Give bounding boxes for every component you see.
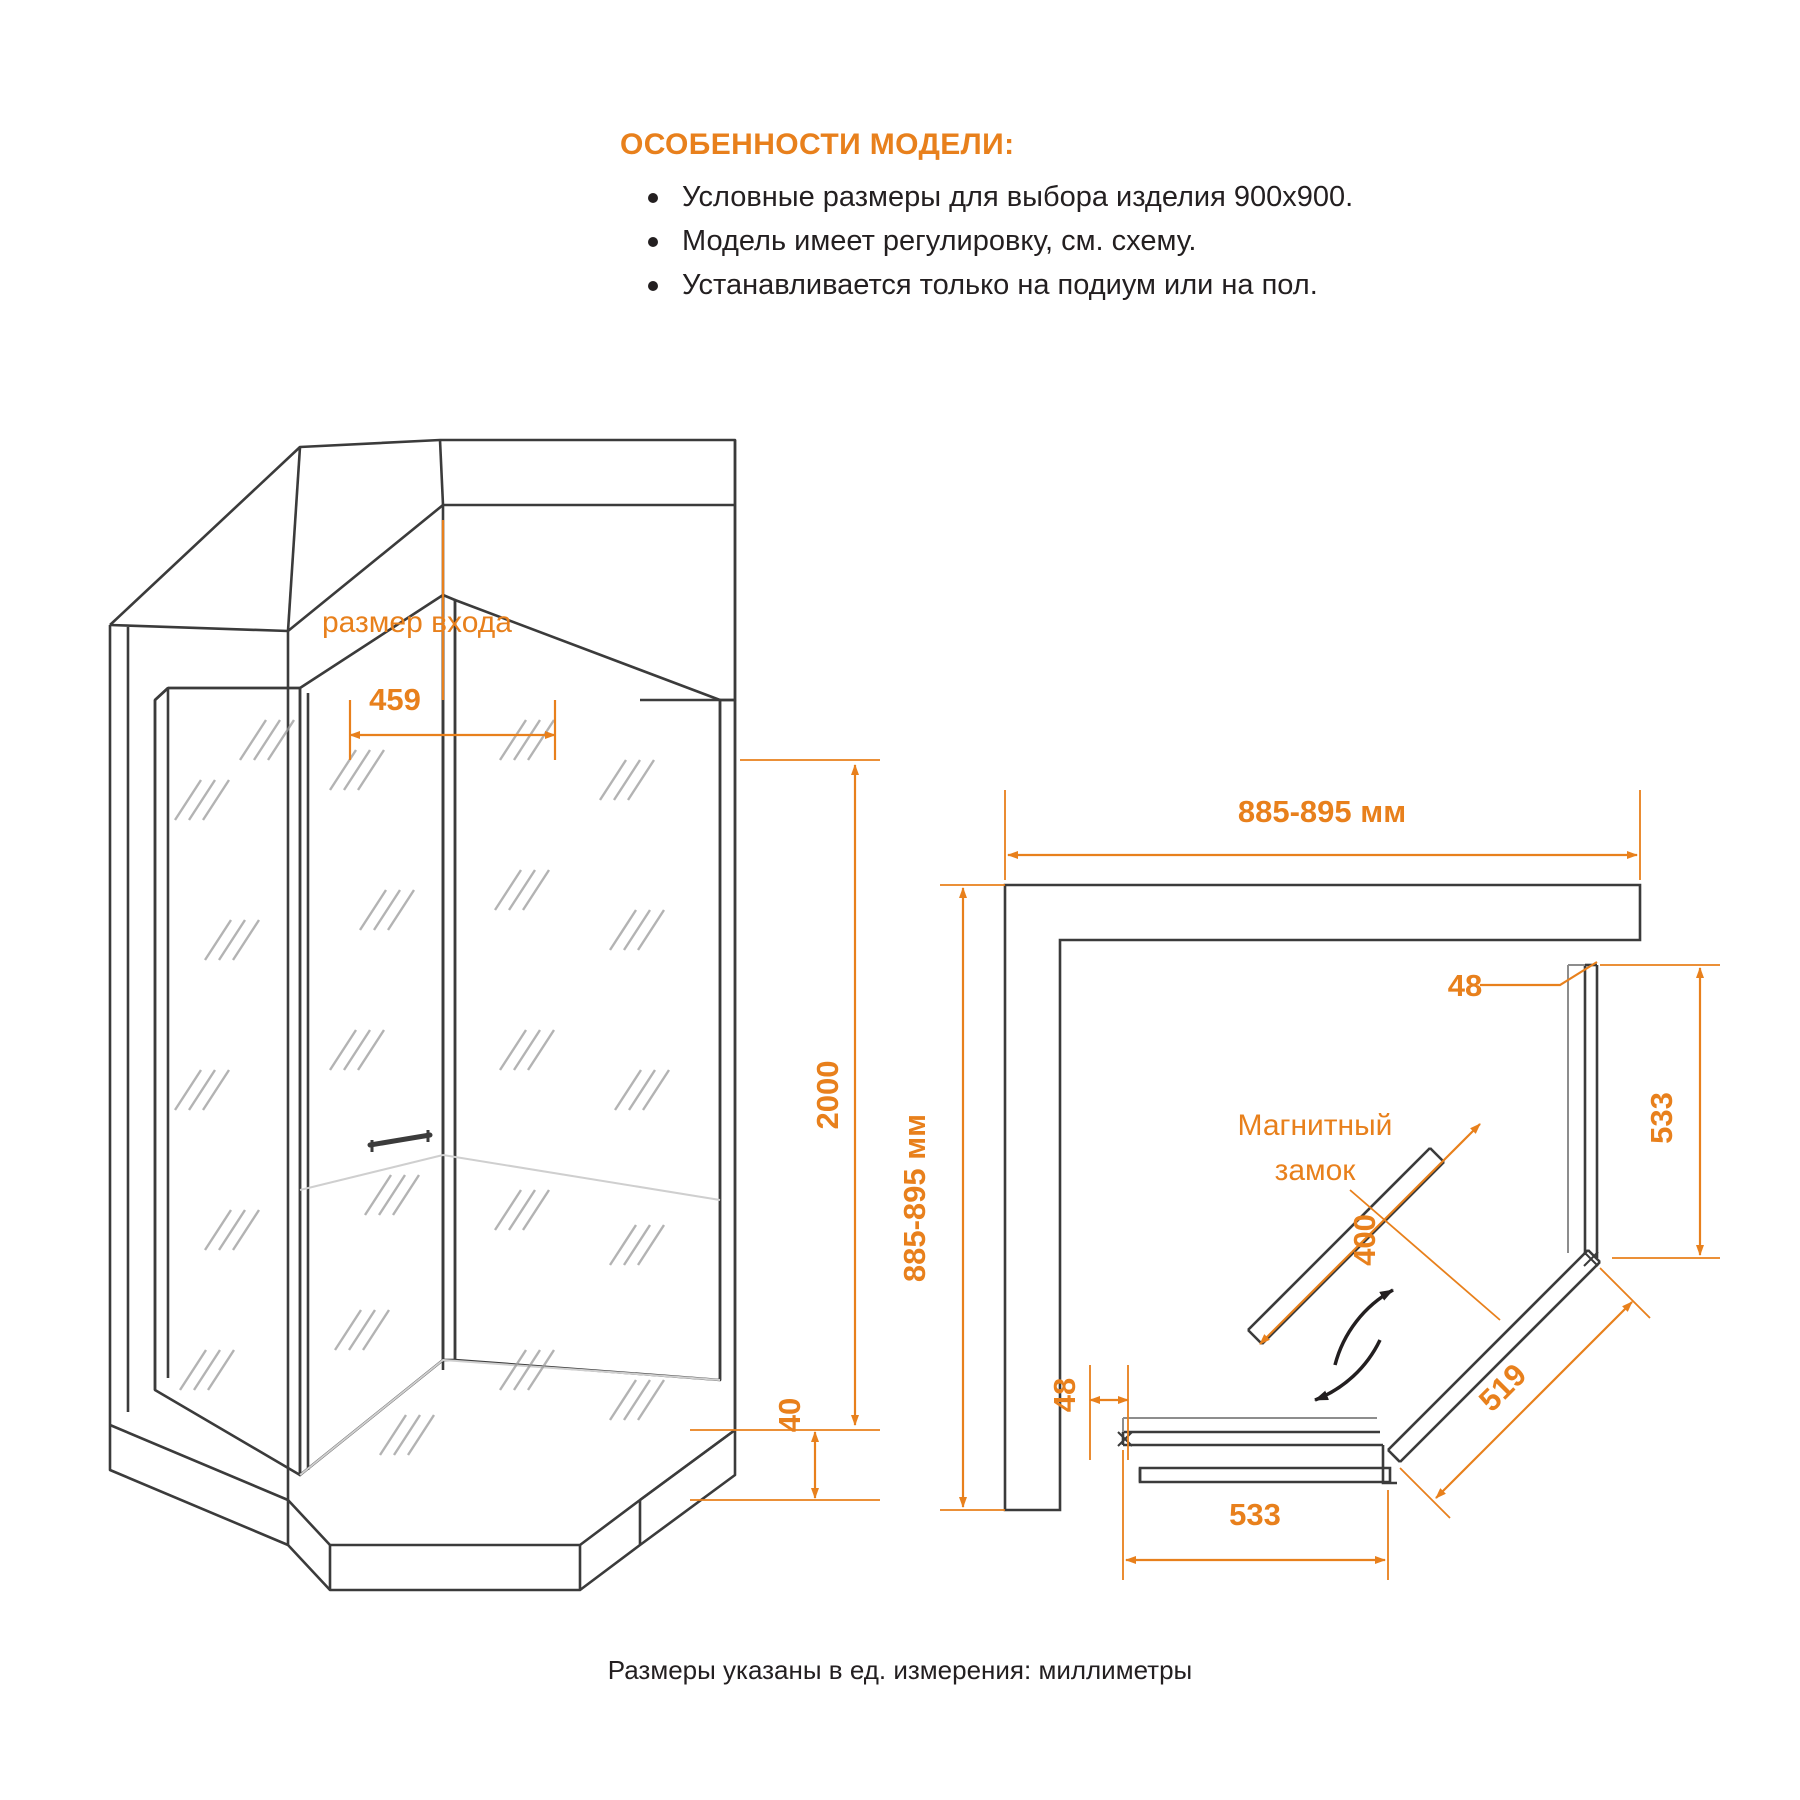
panel-gap-top [443, 595, 455, 600]
features-item: Устанавливается только на подиум или на пол. [620, 264, 1670, 306]
tray-bottom-left [110, 1470, 288, 1545]
wall-profile-L [1005, 885, 1640, 1510]
diagonal-face-outer [1400, 1262, 1600, 1462]
diag-dim [1436, 1302, 1632, 1498]
magnetic-lock-label-1: Магнитный [1237, 1109, 1393, 1142]
side-right-value: 533 [1644, 1092, 1679, 1144]
plan-view [1005, 885, 1640, 1510]
door-swing-arrows [1315, 1290, 1393, 1400]
glass-panel-door [300, 595, 443, 1475]
features-title: ОСОБЕННОСТИ МОДЕЛИ: [620, 128, 1015, 161]
entrance-label: размер входа [322, 606, 512, 639]
magnetic-lock-label-2: замок [1274, 1154, 1356, 1187]
door-leaf-bottom [1140, 1468, 1390, 1482]
roof-corner-left [288, 447, 300, 631]
swing-arc-down [1315, 1340, 1380, 1400]
swing-arc-up [1335, 1290, 1393, 1365]
diagonal-value: 519 [1471, 1356, 1534, 1419]
profile-left-value: 48 [1047, 1377, 1082, 1413]
diagonal-face-inner [1388, 1250, 1588, 1450]
door-open-value: 400 [1347, 1214, 1382, 1266]
glass-panel-right [455, 600, 720, 1380]
units-note: Размеры указаны в ед. измерения: миллиметры [607, 1655, 1193, 1685]
door-400-witness [1250, 1255, 1345, 1350]
door-open-leaf-cap2 [1430, 1148, 1444, 1162]
height-value: 2000 [810, 1060, 845, 1130]
plan-width-label: 885-895 мм [1237, 794, 1407, 829]
glass-panel-left [155, 688, 300, 1475]
door-400-dim2 [1260, 1252, 1352, 1344]
profile-top-value: 48 [1447, 968, 1483, 1003]
entrance-value: 459 [369, 682, 421, 717]
plan-depth-label: 885-895 мм [897, 1113, 932, 1283]
tray-value: 40 [772, 1397, 807, 1433]
right-frame-bottom-cap [720, 1380, 735, 1430]
roof-corner-mid [440, 440, 443, 505]
side-bottom-value: 533 [1229, 1497, 1281, 1532]
features-item: Модель имеет регулировку, см. схему. [620, 220, 1670, 262]
features-item: Условные размеры для выбора изделия 900x900. [620, 176, 1670, 218]
door-open-leaf-cap1 [1248, 1330, 1262, 1344]
